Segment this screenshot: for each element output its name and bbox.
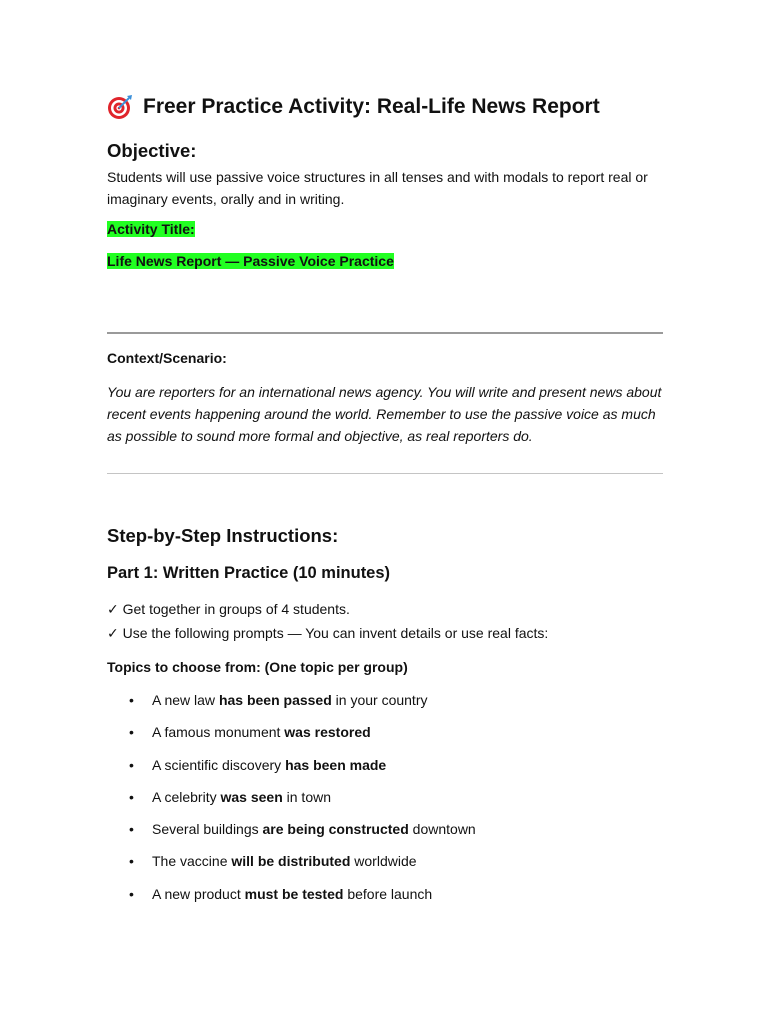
bullet-icon: •: [129, 821, 134, 838]
topic-item: • A new product must be tested before launch: [129, 885, 433, 902]
topic-item: • The vaccine will be distributed worldwide: [129, 853, 417, 870]
topic-item: • A new law has been passed in your country: [129, 692, 428, 708]
activity-name-text: Life News Report — Passive Voice Practice: [107, 253, 394, 269]
bullet-icon: •: [129, 885, 134, 902]
topics-list: [107, 692, 476, 918]
target-icon: [107, 94, 133, 120]
instruction-item: ✓ Use the following prompts — You can invent details or use real facts:: [107, 625, 549, 641]
bullet-icon: •: [129, 788, 134, 805]
divider: [107, 473, 663, 474]
topics-heading: Topics to choose from: (One topic per group): [107, 659, 408, 675]
topic-item: • A scientific discovery has been made: [129, 756, 387, 773]
page-title-text: Freer Practice Activity: Real-Life News Report: [143, 95, 600, 118]
objective-text: Students will use passive voice structures in all tenses and with modals to report real or imaginary events, orally and in writing.: [107, 169, 648, 207]
bullet-icon: •: [129, 853, 134, 870]
objective-heading: Objective:: [107, 140, 197, 161]
instruction-item: ✓ Get together in groups of 4 students.: [107, 601, 350, 617]
part1-heading: Part 1: Written Practice (10 minutes): [107, 564, 391, 582]
topic-item: • A famous monument was restored: [129, 724, 371, 741]
context-heading: Context/Scenario:: [107, 350, 227, 366]
context-text: You are reporters for an international news agency. You will write and present news about recent events happening around the world. Remember to use the passive voice as much as possible to sound more formal and objective, as real reporters do.: [107, 384, 662, 444]
instructions-heading: Step-by-Step Instructions:: [107, 525, 339, 546]
topic-item: • Several buildings are being constructed downtown: [129, 821, 476, 838]
activity-name: [107, 253, 394, 269]
divider: [107, 332, 663, 334]
topic-item: • A celebrity was seen in town: [129, 788, 331, 805]
activity-title-label-text: Activity Title:: [107, 221, 195, 237]
page-title: [107, 94, 600, 120]
bullet-icon: •: [129, 724, 134, 741]
activity-title-label: [107, 221, 195, 237]
bullet-icon: •: [129, 692, 134, 708]
bullet-icon: •: [129, 756, 134, 773]
